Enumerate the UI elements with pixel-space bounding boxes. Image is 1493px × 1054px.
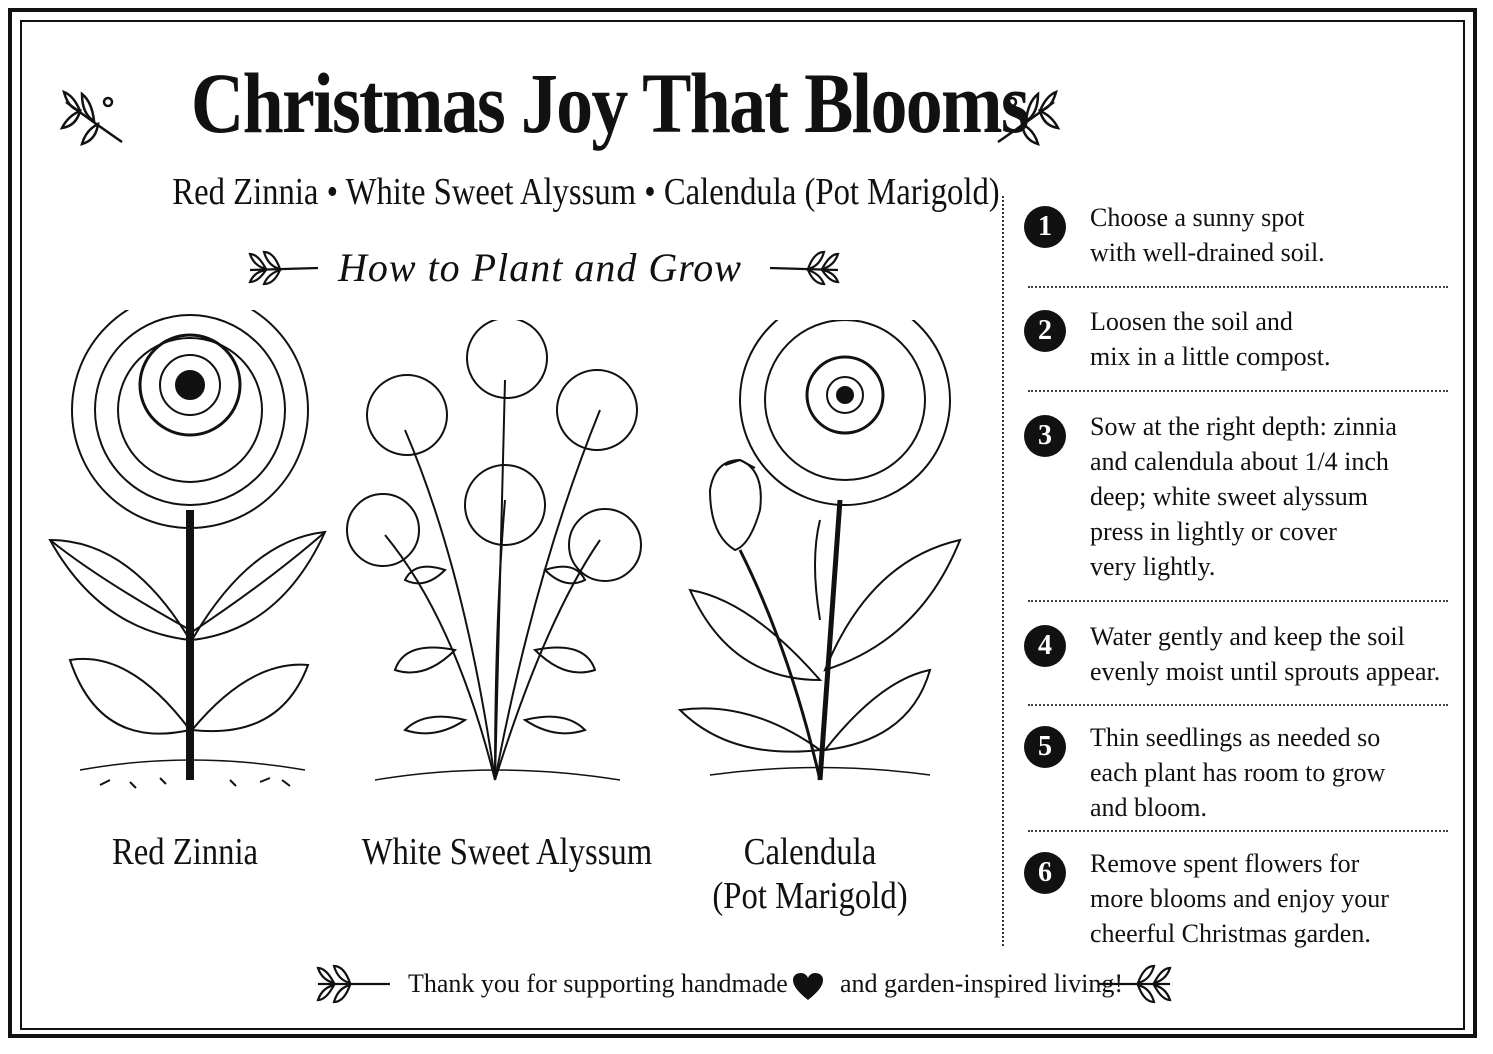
footer-text-left: Thank you for supporting handmade [408,969,788,998]
step-divider [1028,390,1448,392]
step-text: Choose a sunny spot with well-drained soil. [1090,203,1325,267]
heart-icon [792,972,824,1002]
step-number: 4 [1024,625,1066,667]
page-title: Christmas Joy That Blooms [190,55,1028,151]
step-number: 2 [1024,310,1066,352]
step-divider [1028,286,1448,288]
calendula-illustration [670,320,990,800]
zinnia-illustration [40,310,340,810]
plant-label-calendula-sub: (Pot Marigold) [712,875,908,917]
step-number: 5 [1024,726,1066,768]
step-text: Sow at the right depth: zinnia and calendula about 1/4 inch deep; white sweet alyssum press in lightly or cover very lightly. [1090,412,1397,581]
step-number: 1 [1024,206,1066,248]
step-divider [1028,830,1448,832]
section-heading: How to Plant and Grow [338,245,742,290]
step-divider [1028,600,1448,602]
plant-label-calendula: Calendula [743,831,877,873]
plant-label-zinnia: Red Zinnia [111,831,259,873]
step-divider [1028,704,1448,706]
laurel-sprig-icon [768,248,840,288]
alyssum-illustration [345,320,645,810]
page-subtitle: Red Zinnia • White Sweet Alyssum • Calendula (Pot Marigold) [172,171,1000,213]
step-text: Water gently and keep the soil evenly moist until sprouts appear. [1090,622,1441,686]
steps-panel [1002,196,1448,946]
laurel-sprig-icon [1096,962,1172,1006]
step-text: Thin seedlings as needed so each plant has room to grow and bloom. [1090,723,1386,822]
plant-label-alyssum: White Sweet Alyssum [361,831,653,873]
footer-text-right: and garden-inspired living! [840,969,1124,998]
step-text: Remove spent flowers for more blooms and enjoy your cheerful Christmas garden. [1090,849,1389,948]
laurel-sprig-icon [58,82,128,152]
step-text: Loosen the soil and mix in a little compost. [1090,307,1331,371]
step-number: 3 [1024,415,1066,457]
step-number: 6 [1024,852,1066,894]
laurel-sprig-icon [316,962,392,1006]
